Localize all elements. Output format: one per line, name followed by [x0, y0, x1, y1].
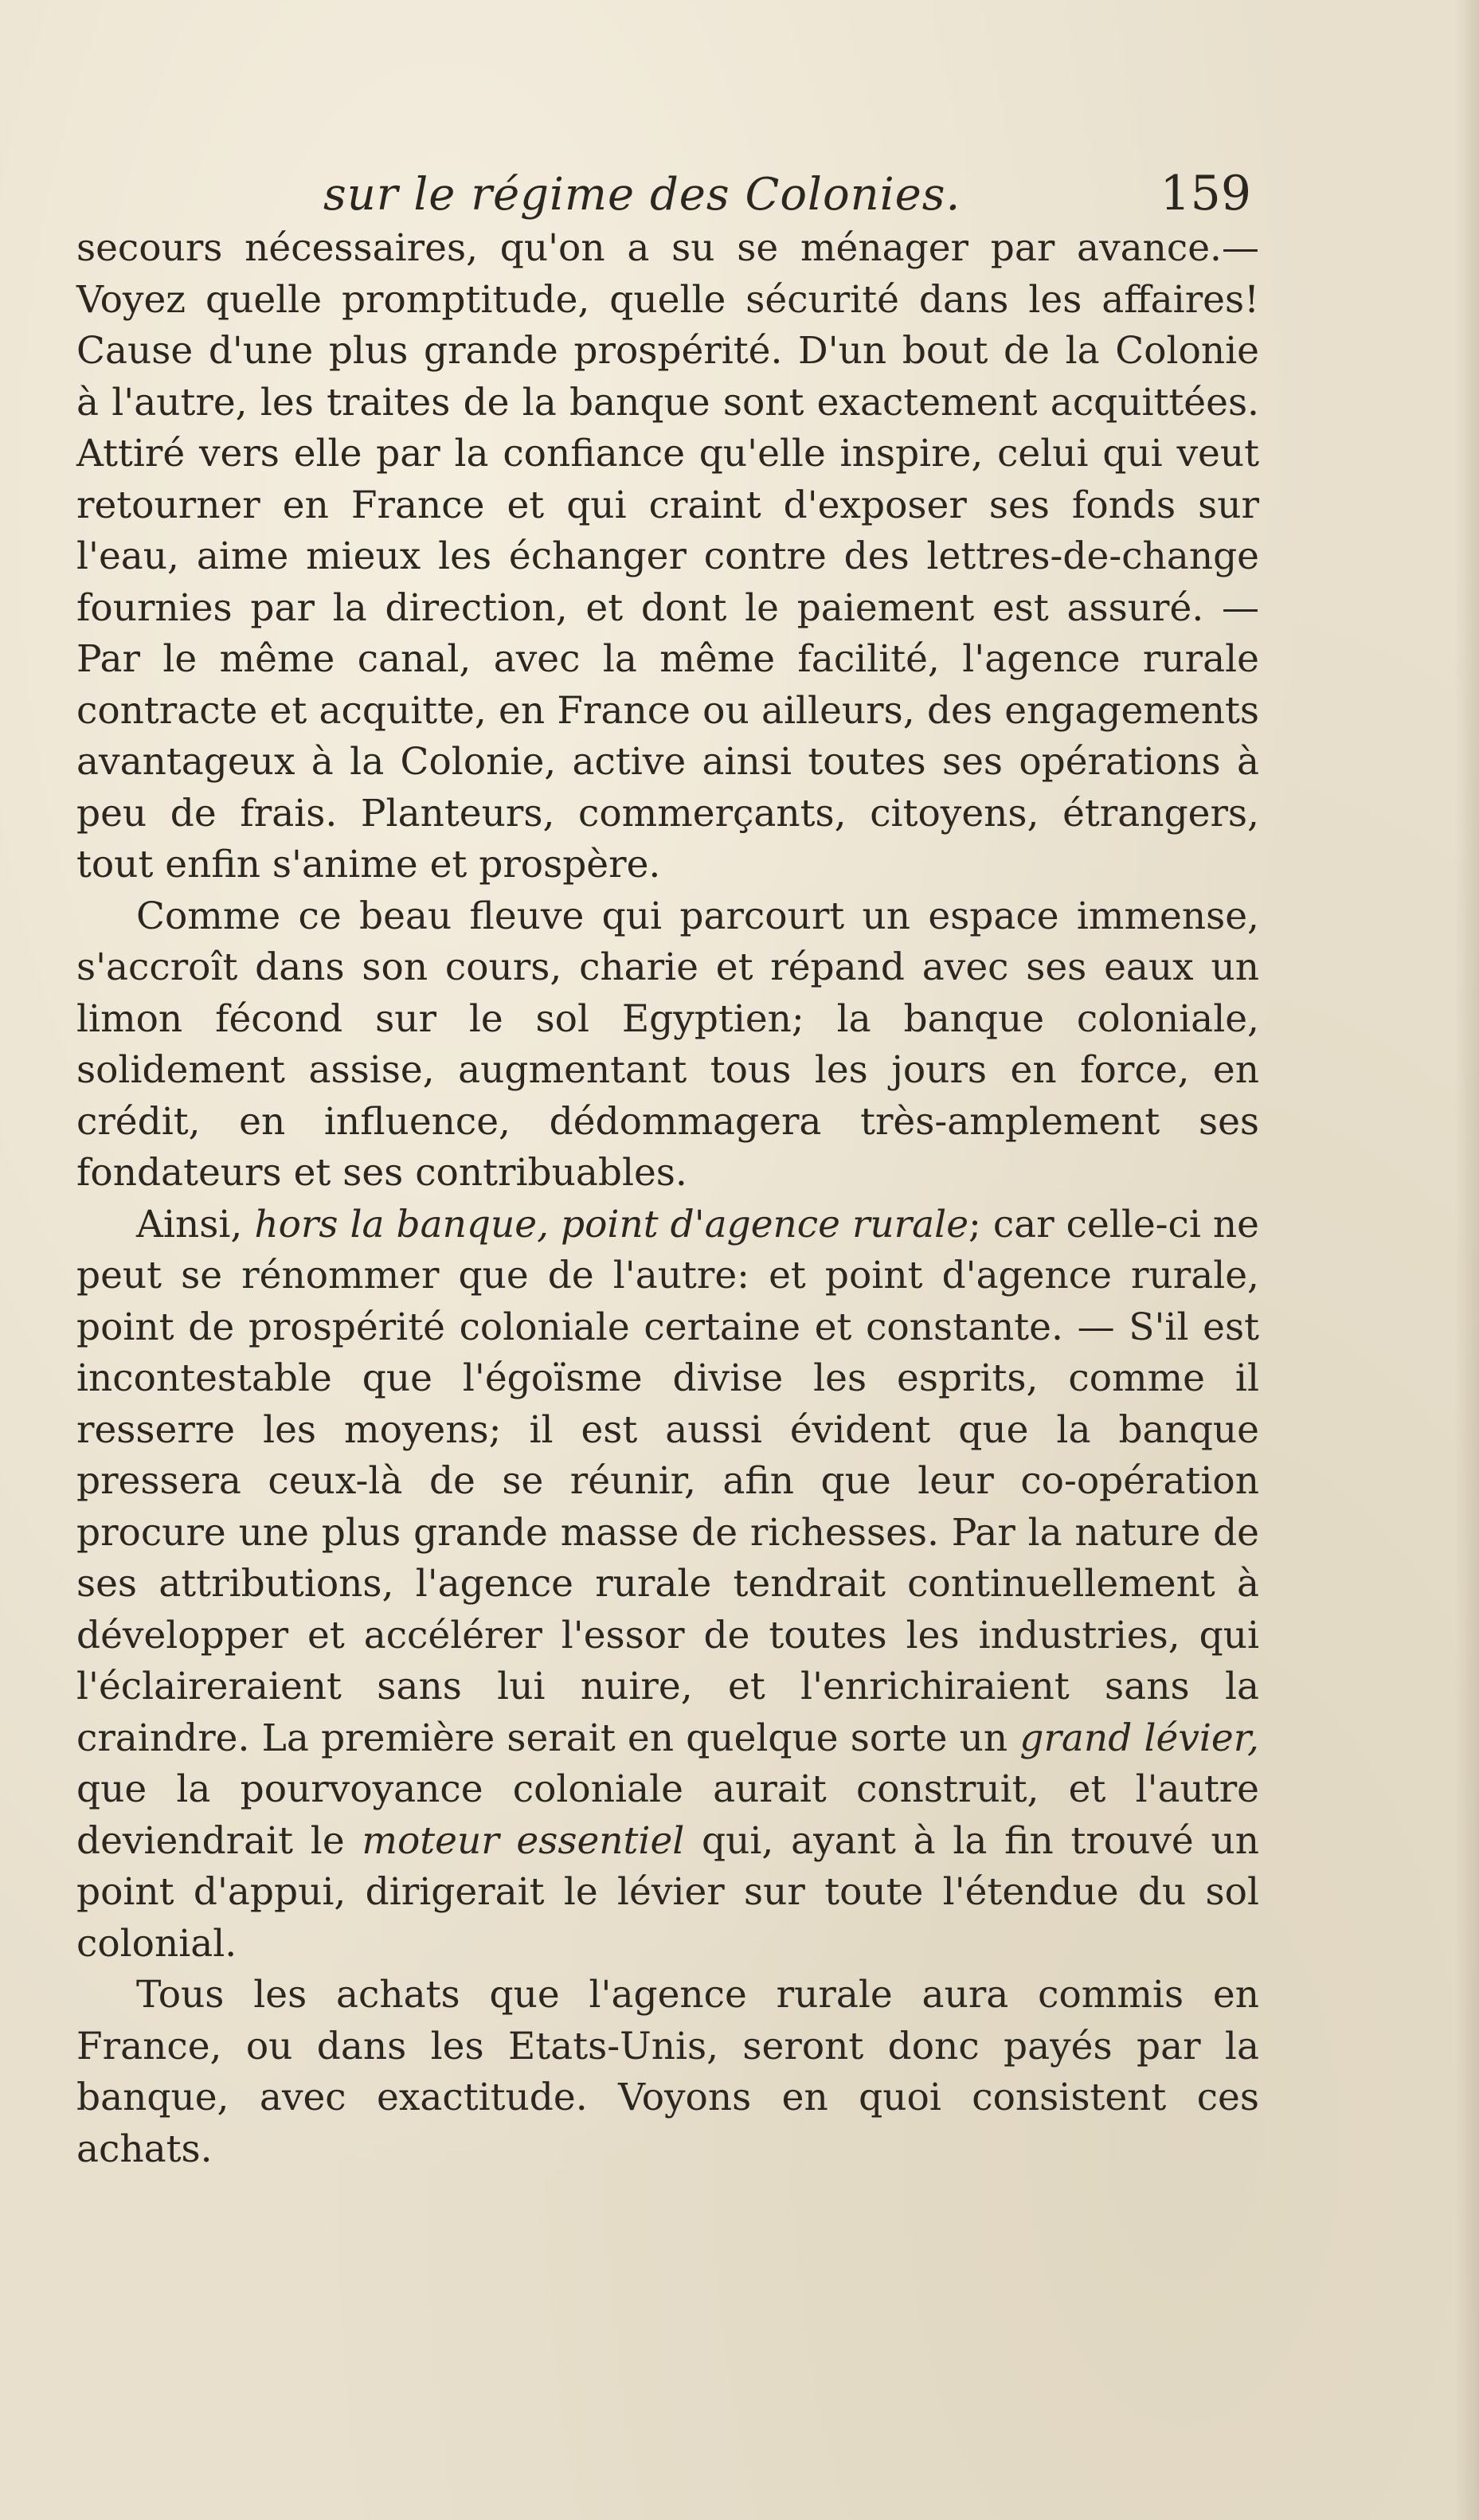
- text-block: [76, 159, 1259, 2175]
- page-edge-shadow: [1455, 0, 1479, 2520]
- running-head: [76, 159, 1259, 223]
- paragraph-3-italic-3: moteur essentiel: [362, 1818, 685, 1863]
- paragraph-2: Comme ce beau fleuve qui parcourt un espace immense, s'accroît dans son cours, charie et répand avec ses eaux un limon fécond sur le sol Egyptien; la banque coloniale, solidement assise, augmentant tous les jours en force, en crédit, en influence, dédommagera très-amplement ses fondateurs et ses contribuables.: [76, 894, 1259, 1195]
- paragraph-4: Tous les achats que l'agence rurale aura commis en France, ou dans les Etats-Unis, seront donc payés par la banque, avec exactitude. Voyons en quoi consistent ces achats.: [76, 1973, 1259, 2171]
- paragraph-3-part-4: qui, ayant à la fin trouvé un point d'appui, dirigerait le lévier sur toute l'étendue du sol colonial.: [76, 1818, 1259, 1966]
- paragraph-3-part-3: que la pourvoyance coloniale aurait construit, et l'autre deviendrait le: [76, 1767, 1259, 1863]
- paragraph-3-part-2: ; car celle-ci ne peut se rénommer que de l'autre: et point d'agence rurale, point de prospérité coloniale certaine et constante. — S'il est incontestable que l'égoïsme divise les esprits, comme il resserre les moyens; il est aussi évident que la banque pressera ceux-là de se réunir, afin que leur co-opération procure une plus grande masse de richesses. Par la nature de ses attributions, l'agence rurale tendrait continuellement à développer et accélérer l'essor de toutes les industries, qui l'éclaireraient sans lui nuire, et l'enrichiraient sans la craindre. La première serait en quelque sorte un: [76, 1202, 1259, 1760]
- paragraph-3: [76, 1199, 1259, 1970]
- running-title: sur le régime des Colonies.: [323, 169, 961, 221]
- paragraph-3-italic-2: grand lévier,: [1019, 1716, 1259, 1760]
- page-number: 159: [1160, 166, 1251, 221]
- paragraph-3-italic-1: hors la banque, point d'agence rurale: [254, 1202, 969, 1246]
- paragraph-1: secours nécessaires, qu'on a su se ménager par avance.— Voyez quelle promptitude, quelle sécurité dans les affaires! Cause d'une plus grande prospérité. D'un bout de la Colonie à l'autre, les traites de la banque sont exactement acquittées. Attiré vers elle par la confiance qu'elle inspire, celui qui veut retourner en France et qui craint d'exposer ses fonds sur l'eau, aime mieux les échanger contre des lettres-de-change fournies par la direction, et dont le paiement est assuré. — Par le même canal, avec la même facilité, l'agence rurale contracte et acquitte, en France ou ailleurs, des engagements avantageux à la Colonie, active ainsi toutes ses opérations à peu de frais. Planteurs, commerçants, citoyens, étrangers, tout enfin s'anime et prospère.: [76, 226, 1259, 886]
- paragraph-3-part-1: Ainsi,: [136, 1202, 255, 1246]
